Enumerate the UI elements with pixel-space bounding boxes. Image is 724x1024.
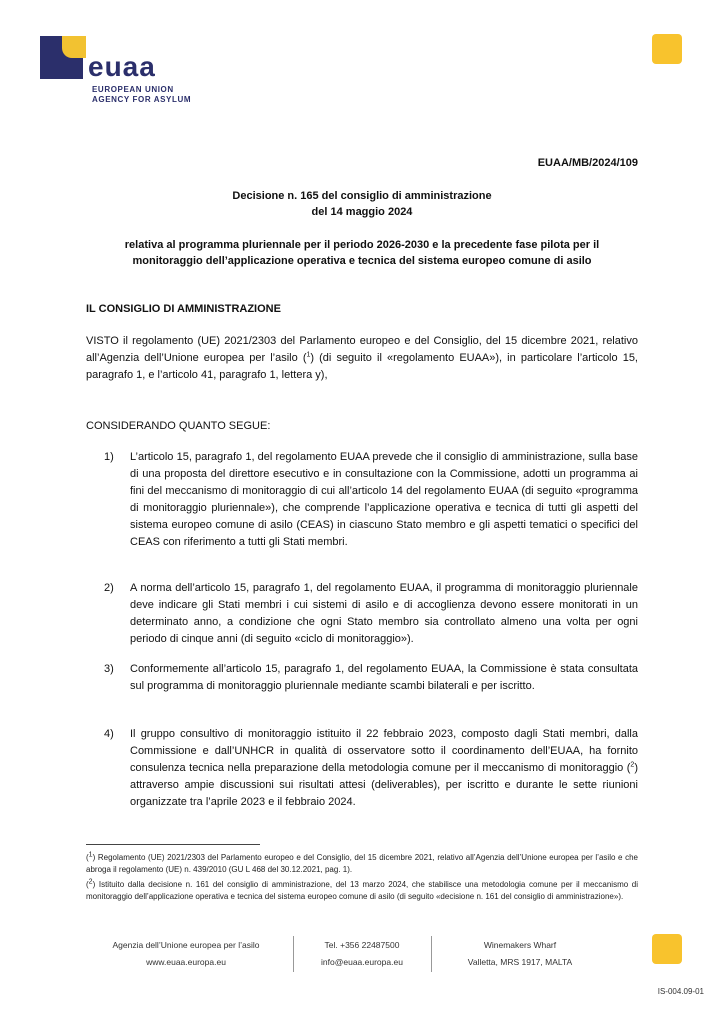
recital-text: Il gruppo consultivo di monitoraggio istituito il 22 febbraio 2023, composto dagli Stati membri, dalla Commissione e dall’UNHCR in qualità di osservatore sotto il coordinamento dell’EUAA, ha fornito consulenza tecnica nella preparazione della metodologia comune per il meccanismo di monitoraggio ($^2$) attraverso ampie discussioni sui risultati attesi (deliverables), per iscritto e durante le sette riunioni organizzate tra l’aprile 2023 e il febbraio 2024. (130, 728, 638, 808)
logo-mark-accent (62, 36, 86, 58)
footer-address: Winemakers Wharf Valletta, MRS 1917, MALTA (467, 940, 573, 967)
recital-text: L’articolo 15, paragrafo 1, del regolamento EUAA prevede che il consiglio di amministrazione, sulla base di una proposta del direttore esecutivo e in consultazione con la Commissione, adotti un programma ai fini del meccanismo di monitoraggio di cui all’articolo 14 del regolamento EUAA (di seguito «programma di monitoraggio pluriennale»), che comprende l’applicazione operativa e tecnica di tutti gli aspetti del sistema europeo comune di asilo (CEAS) in ciascuno Stato membro e gli aspetti tematici o specifici del CEAS con riferimento a tutti gli Stati membri. (130, 451, 638, 548)
visto-paragraph: VISTO il regolamento (UE) 2021/2303 del Parlamento europeo e del Consiglio, del 15 dicembre 2021, relativo all’Agenzia dell’Unione europea per l’asilo ($^1$) (di seguito il «regolamento EUAA»), in particolare l’articolo 15, paragrafo 1, e l’articolo 41, paragrafo 1, lettera y), (86, 335, 638, 381)
document-code: IS-004.09-01 (657, 987, 704, 996)
recital-number: 3) (104, 663, 114, 675)
recital-text: A norma dell’articolo 15, paragrafo 1, del regolamento EUAA, il programma di monitoraggio pluriennale deve indicare gli Stati membri i cui sistemi di asilo e di accoglienza devono essere monitorati in un determinato anno, a condizione che ogni Stato membro sia controllato almeno una volta per ogni periodo di cinque anni (di seguito «ciclo di monitoraggio»). (130, 582, 638, 645)
footer-contact: Tel. +356 22487500 info@euaa.europa.eu (300, 937, 424, 971)
corner-square-top (652, 34, 682, 64)
section-heading: IL CONSIGLIO DI AMMINISTRAZIONE (86, 303, 281, 315)
recital-item (104, 449, 638, 551)
logo-tagline: EUROPEAN UNION AGENCY FOR ASYLUM (92, 85, 192, 104)
footnote-divider (86, 844, 260, 845)
footer-email[interactable]: info@euaa.europa.eu (321, 957, 403, 967)
decision-subject: relativa al programma pluriennale per il periodo 2026-2030 e la precedente fase pilota per il monitoraggio dell’applicazione operativa e tecnica del sistema europeo comune di asilo (124, 239, 600, 267)
footer-separator (431, 936, 432, 972)
recital-item (104, 580, 638, 648)
recital-item (104, 661, 638, 695)
footnote-ref: 1 (306, 351, 311, 359)
recital-text: Conformemente all’articolo 15, paragrafo 1, del regolamento EUAA, la Commissione è stata consultata sul programma di monitoraggio pluriennale mediante scambi bilaterali e per iscritto. (130, 663, 638, 692)
recital-number: 4) (104, 728, 114, 740)
footer-agency: Agenzia dell’Unione europea per l’asilo www.euaa.europa.eu (86, 937, 286, 971)
footnote: ($^1$) Regolamento (UE) 2021/2303 del Parlamento europeo e del Consiglio, del 15 dicembre 2021, relativo all’Agenzia dell’Unione europea per l’asilo e che abroga il regolamento (UE) n. 439/2010 (GU L 468 del 30.12.2021, pag. 1). (86, 851, 638, 874)
logo-wordmark: euaa (88, 51, 156, 82)
footer-website[interactable]: www.euaa.europa.eu (146, 957, 226, 967)
recital-number: 2) (104, 582, 114, 594)
recital-number: 1) (104, 451, 114, 463)
footnote: ($^2$) Istituito dalla decisione n. 161 del consiglio di amministrazione, del 13 marzo 2024, che stabilisce una metodologia comune per il meccanismo di monitoraggio dell’applicazione operativa e tecnica del sistema europeo comune di asilo (di seguito «decisione n. 161 del consiglio di amministrazione»). (86, 878, 639, 901)
decision-title: Decisione n. 165 del consiglio di amministrazione del 14 maggio 2024 (232, 190, 492, 218)
document-reference: EUAA/MB/2024/109 (537, 157, 638, 169)
recital-item (104, 726, 638, 811)
footer-separator (293, 936, 294, 972)
footnote-ref: 2 (630, 761, 635, 769)
corner-square-bottom (652, 934, 682, 964)
considerando-heading: CONSIDERANDO QUANTO SEGUE: (86, 420, 271, 432)
